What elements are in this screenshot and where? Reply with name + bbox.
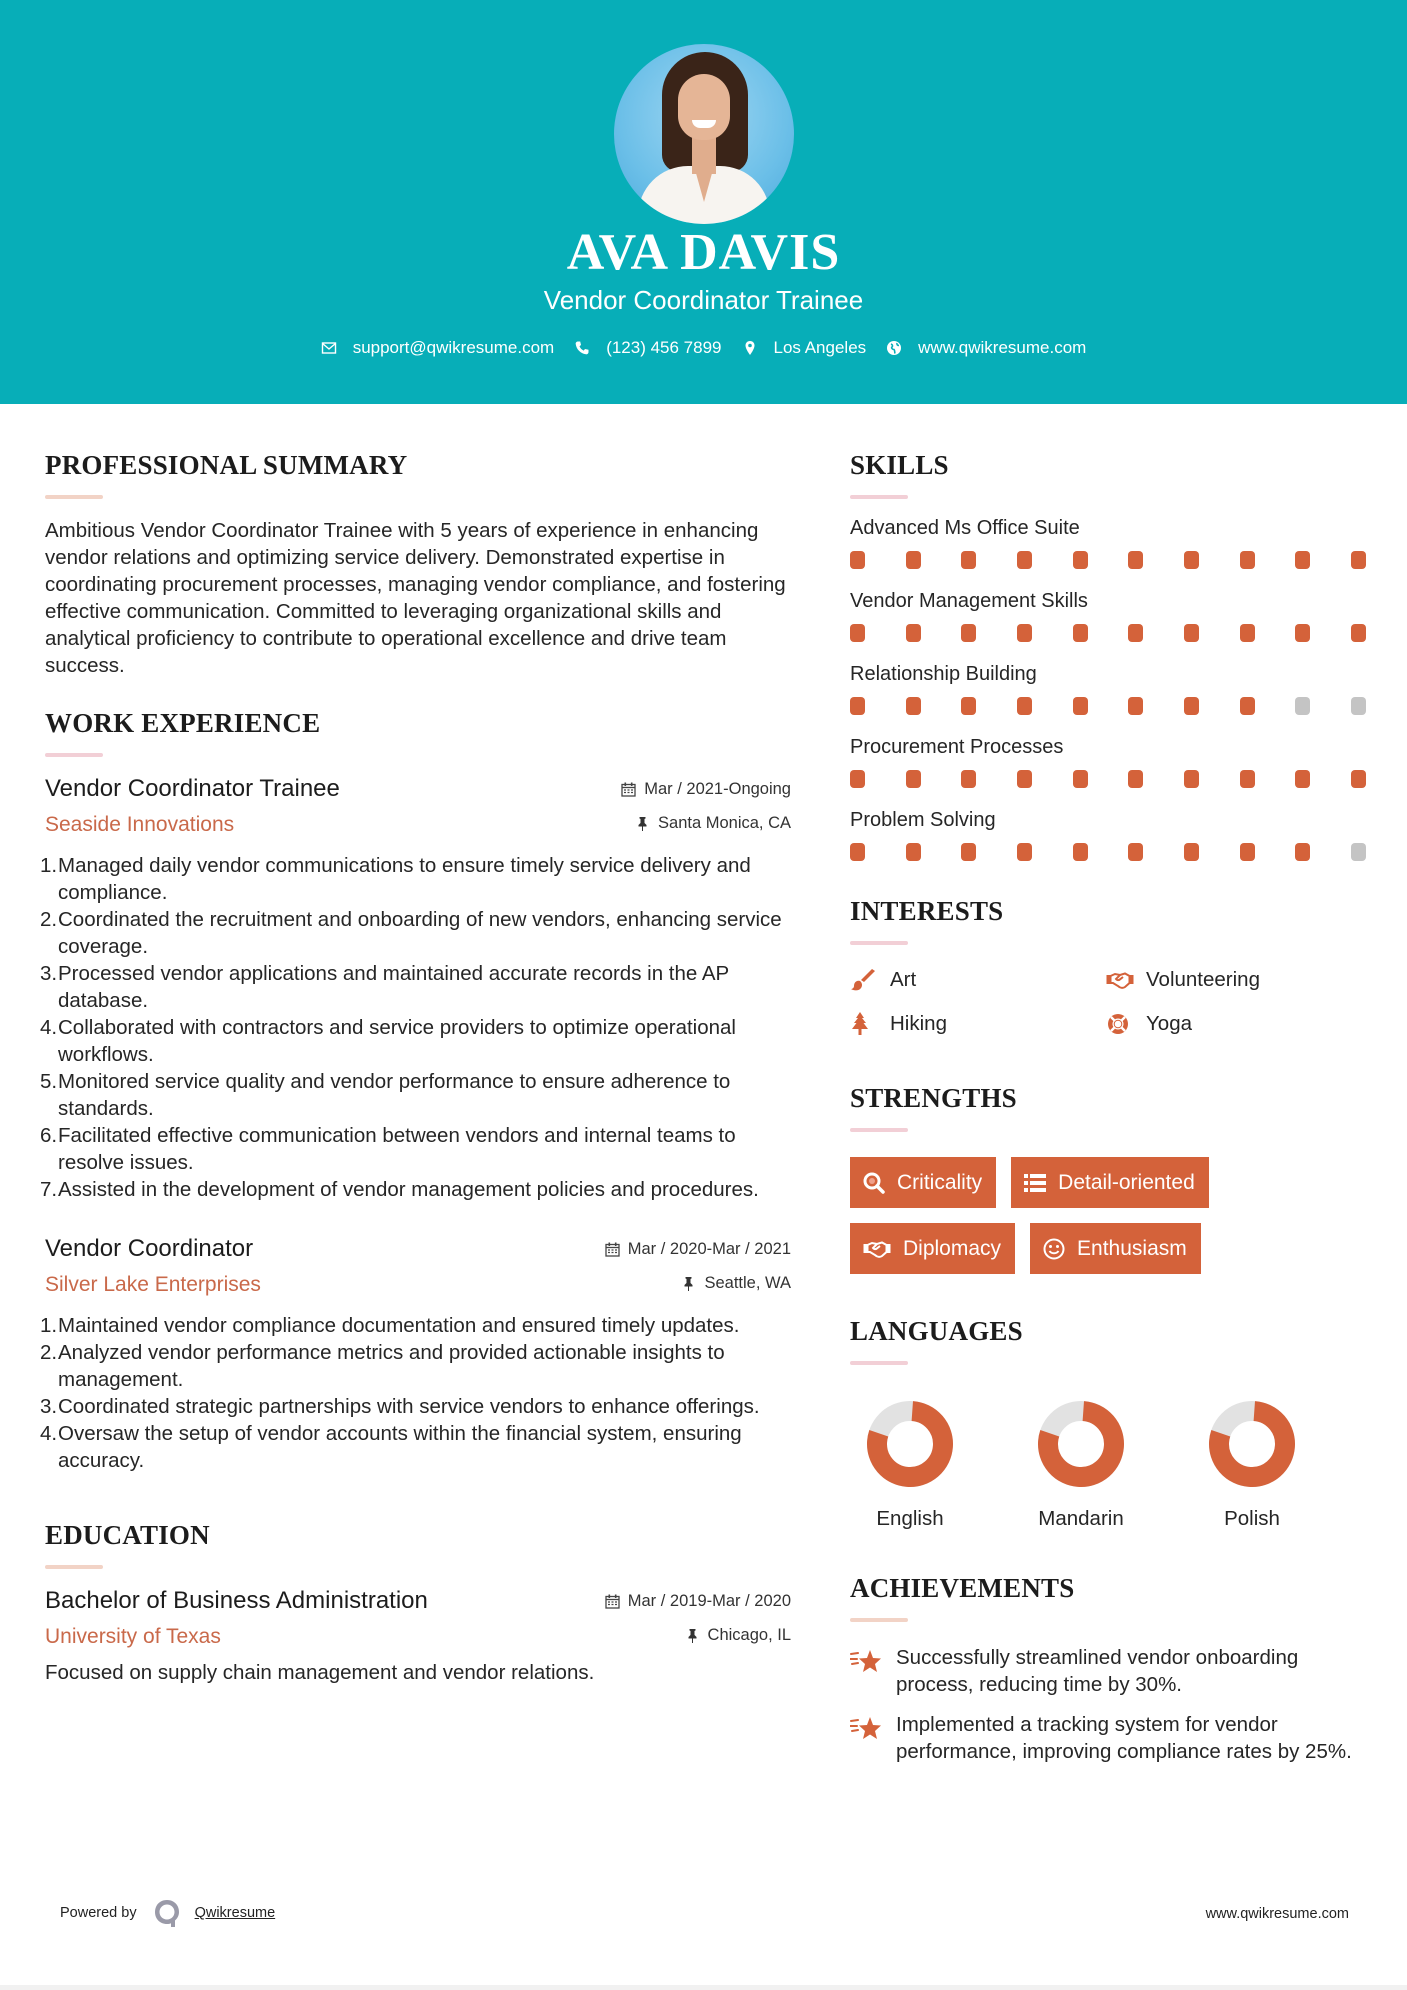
school-name: University of Texas — [45, 1625, 221, 1648]
skill-dot-empty — [1295, 697, 1310, 715]
summary-heading: PROFESSIONAL SUMMARY — [45, 450, 408, 480]
job-dates — [621, 780, 791, 799]
skill-dot-filled — [1295, 551, 1310, 569]
skill-dot-filled — [1073, 551, 1088, 569]
pushpin-icon — [685, 1628, 700, 1643]
skill-dot-filled — [1351, 551, 1366, 569]
skill-dot-filled — [1295, 624, 1310, 642]
skill-dot-filled — [1128, 551, 1143, 569]
envelope-icon — [321, 340, 337, 356]
skill-item — [850, 807, 1365, 861]
skill-dot-filled — [961, 551, 976, 569]
summary-underline — [45, 495, 103, 499]
globe-icon — [886, 340, 902, 356]
job-bullet: 5. Monitored service quality and vendor performance to ensure adherence to standards. — [40, 1070, 731, 1120]
skill-dot-filled — [961, 624, 976, 642]
language-name: Polish — [1224, 1507, 1280, 1530]
avatar-face — [678, 74, 730, 140]
achievement-item — [850, 1644, 1365, 1698]
job-bullet: 2. Analyzed vendor performance metrics and provided actionable insights to management. — [40, 1341, 725, 1391]
language-donut — [1038, 1401, 1124, 1487]
skill-dot-filled — [1240, 624, 1255, 642]
skill-dot-filled — [906, 843, 921, 861]
skill-dot-filled — [1184, 551, 1199, 569]
skill-dot-filled — [1128, 624, 1143, 642]
languages-list — [850, 1401, 1365, 1531]
languages-heading: LANGUAGES — [850, 1316, 1023, 1346]
language-name: Mandarin — [1038, 1507, 1124, 1530]
education-underline — [45, 1565, 103, 1569]
job-bullet: 1. Maintained vendor compliance documentation and ensured timely updates. — [40, 1314, 740, 1337]
strengths-section — [850, 1081, 1365, 1289]
skill-name: Relationship Building — [850, 663, 1037, 685]
job-bullet: 4. Collaborated with contractors and service providers to optimize operational workflows. — [40, 1016, 736, 1066]
paintbrush-icon — [850, 968, 878, 992]
qwikresume-link[interactable]: Qwikresume — [194, 1905, 276, 1921]
phone-icon — [574, 340, 590, 356]
achievements-section — [850, 1571, 1365, 1765]
skill-dot-filled — [1017, 697, 1032, 715]
education-location-text: Chicago, IL — [707, 1626, 791, 1644]
language-donut — [867, 1401, 953, 1487]
skill-dot-filled — [1240, 843, 1255, 861]
skill-dot-filled — [1295, 843, 1310, 861]
skill-dot-filled — [906, 770, 921, 788]
job-bullet: 3. Processed vendor applications and maintained accurate records in the AP database. — [40, 962, 729, 1012]
skill-dot-filled — [1073, 843, 1088, 861]
achievements-list — [850, 1644, 1365, 1765]
skill-dot-filled — [906, 697, 921, 715]
achievement-text: Implemented a tracking system for vendor performance, improving compliance rates by 25%. — [896, 1713, 1352, 1763]
job-company: Seaside Innovations — [45, 813, 235, 836]
strength-label: Enthusiasm — [1077, 1236, 1187, 1260]
pushpin-icon — [635, 816, 650, 831]
education-entry — [45, 1586, 791, 1686]
list-icon — [1023, 1171, 1047, 1195]
tree-icon — [850, 1012, 878, 1036]
skill-dot-empty — [1351, 697, 1366, 715]
skills-heading: SKILLS — [850, 450, 949, 480]
candidate-name: AVA DAVIS — [566, 224, 841, 281]
education-section — [45, 1518, 791, 1686]
interest-label: Hiking — [890, 1012, 947, 1035]
contact-email-text: support@qwikresume.com — [352, 338, 555, 357]
skill-rating — [850, 770, 1366, 788]
job-company: Silver Lake Enterprises — [45, 1273, 261, 1296]
interest-label: Yoga — [1146, 1012, 1192, 1035]
language-donut — [1209, 1401, 1295, 1487]
skill-dot-filled — [1184, 770, 1199, 788]
job-entry — [40, 1234, 791, 1474]
achievement-text: Successfully streamlined vendor onboarding process, reducing time by 30%. — [896, 1646, 1299, 1696]
skill-dot-filled — [850, 770, 865, 788]
skill-dot-filled — [850, 697, 865, 715]
education-dates — [605, 1592, 791, 1611]
left-column — [40, 404, 791, 1686]
skill-dot-filled — [1073, 697, 1088, 715]
skill-rating — [850, 843, 1366, 861]
skill-dot-filled — [1128, 770, 1143, 788]
interest-hiking — [850, 1011, 1106, 1037]
job-bullet: 7. Assisted in the development of vendor management policies and procedures. — [40, 1178, 759, 1201]
contact-location-text: Los Angeles — [773, 338, 867, 357]
interest-volunteering — [1106, 967, 1362, 993]
interest-label: Volunteering — [1146, 968, 1260, 991]
skill-dot-filled — [961, 770, 976, 788]
experience-underline — [45, 753, 103, 757]
map-marker-icon — [742, 340, 758, 356]
skill-dot-empty — [1351, 843, 1366, 861]
footer-powered-by — [60, 1898, 275, 1928]
summary-text: Ambitious Vendor Coordinator Trainee with 5 years of experience in enhancing vendor relations and optimizing service delivery. Demonstrated expertise in coordinating procurement processes, managing vendor compliance, and fostering effective communication. Committed to leveraging organizational skills and analytical proficiency to contribute to operational excellence and drive team success. — [45, 519, 786, 677]
job-entry — [40, 774, 791, 1203]
skill-dot-filled — [961, 843, 976, 861]
powered-by-text: Powered by — [60, 1905, 137, 1921]
language-item — [1192, 1401, 1363, 1531]
education-location — [685, 1626, 791, 1645]
job-location-text: Seattle, WA — [704, 1274, 791, 1292]
strengths-badges — [850, 1157, 1365, 1289]
calendar-icon — [605, 1594, 620, 1609]
skill-dot-filled — [1073, 770, 1088, 788]
pushpin-icon — [681, 1276, 696, 1291]
footer-url[interactable]: www.qwikresume.com — [1205, 1906, 1349, 1922]
job-bullet: 6. Facilitated effective communication between vendors and internal teams to resolve issues. — [40, 1124, 736, 1174]
job-bullets — [40, 1312, 791, 1474]
interest-art — [850, 967, 1106, 993]
page-bottom-edge — [0, 1985, 1407, 1990]
job-bullet: 1. Managed daily vendor communications to ensure timely service delivery and compliance. — [40, 854, 751, 904]
candidate-role: Vendor Coordinator Trainee — [543, 285, 864, 315]
skill-dot-filled — [1017, 843, 1032, 861]
right-column — [850, 404, 1365, 1778]
contact-website-text: www.qwikresume.com — [918, 338, 1087, 357]
education-description: Focused on supply chain management and vendor relations. — [45, 1661, 595, 1684]
degree-title: Bachelor of Business Administration — [45, 1587, 428, 1614]
skill-name: Procurement Processes — [850, 736, 1064, 758]
skills-section — [850, 448, 1365, 861]
achievements-underline — [850, 1618, 908, 1622]
skill-name: Vendor Management Skills — [850, 590, 1088, 612]
job-bullet: 4. Oversaw the setup of vendor accounts within the financial system, ensuring accuracy. — [40, 1422, 742, 1472]
handshake-icon — [1106, 968, 1134, 992]
skill-dot-filled — [1240, 551, 1255, 569]
contact-location — [742, 338, 867, 358]
skill-dot-filled — [1017, 551, 1032, 569]
job-location — [681, 1274, 791, 1293]
achievements-heading: ACHIEVEMENTS — [850, 1573, 1075, 1603]
job-bullet: 2. Coordinated the recruitment and onboarding of new vendors, enhancing service coverage. — [40, 908, 782, 958]
skill-item — [850, 588, 1365, 642]
achievement-item — [850, 1711, 1365, 1765]
interests-grid — [850, 967, 1365, 1037]
skill-dot-filled — [1351, 770, 1366, 788]
skill-rating — [850, 624, 1366, 642]
education-dates-text: Mar / 2019-Mar / 2020 — [627, 1592, 791, 1610]
handshake-icon — [862, 1237, 892, 1261]
job-title: Vendor Coordinator Trainee — [45, 775, 340, 802]
contact-email[interactable] — [321, 338, 555, 358]
interest-yoga — [1106, 1011, 1362, 1037]
skill-dot-filled — [1128, 697, 1143, 715]
experience-heading: WORK EXPERIENCE — [45, 708, 321, 738]
interests-heading: INTERESTS — [850, 896, 1004, 926]
smile-icon — [1042, 1237, 1066, 1261]
skill-dot-filled — [961, 697, 976, 715]
skill-dot-filled — [1295, 770, 1310, 788]
strength-label: Criticality — [897, 1170, 983, 1194]
strengths-heading: STRENGTHS — [850, 1083, 1017, 1113]
skill-dot-filled — [906, 624, 921, 642]
contact-bar — [0, 338, 1407, 358]
skill-dot-filled — [1351, 624, 1366, 642]
star-icon — [850, 1646, 884, 1676]
skill-dot-filled — [1184, 697, 1199, 715]
job-bullet: 3. Coordinated strategic partnerships with service vendors to enhance offerings. — [40, 1395, 760, 1418]
strength-badge-enthusiasm — [1030, 1223, 1201, 1274]
languages-underline — [850, 1361, 908, 1365]
skill-dot-filled — [1017, 624, 1032, 642]
contact-phone-text: (123) 456 7899 — [606, 338, 722, 357]
strengths-underline — [850, 1128, 908, 1132]
skill-dot-filled — [906, 551, 921, 569]
strength-label: Detail-oriented — [1058, 1170, 1195, 1194]
skill-dot-filled — [850, 843, 865, 861]
skill-dot-filled — [1240, 770, 1255, 788]
calendar-icon — [621, 782, 636, 797]
job-location-text: Santa Monica, CA — [658, 814, 791, 832]
avatar — [614, 44, 794, 224]
contact-phone[interactable] — [574, 338, 721, 358]
skill-dot-filled — [1240, 697, 1255, 715]
strength-badge-detail-oriented — [1011, 1157, 1209, 1208]
qwikresume-logo-icon — [153, 1898, 181, 1928]
avatar-vneck — [694, 166, 714, 202]
contact-website[interactable] — [886, 338, 1086, 358]
skill-rating — [850, 551, 1366, 569]
skill-dot-filled — [1073, 624, 1088, 642]
skills-list — [850, 515, 1365, 861]
job-bullets — [40, 852, 791, 1203]
interests-underline — [850, 941, 908, 945]
language-name: English — [876, 1507, 944, 1530]
resume-header — [0, 0, 1407, 404]
job-dates-text: Mar / 2020-Mar / 2021 — [627, 1240, 791, 1258]
strength-label: Diplomacy — [903, 1236, 1002, 1260]
interest-label: Art — [890, 968, 917, 991]
skill-item — [850, 515, 1365, 569]
skill-dot-filled — [1184, 624, 1199, 642]
strength-badge-diplomacy — [850, 1223, 1015, 1274]
job-title: Vendor Coordinator — [45, 1235, 254, 1262]
education-heading: EDUCATION — [45, 1520, 210, 1550]
skill-item — [850, 734, 1365, 788]
skill-rating — [850, 697, 1366, 715]
languages-section — [850, 1314, 1365, 1531]
job-dates — [605, 1240, 791, 1259]
skill-item — [850, 661, 1365, 715]
skills-underline — [850, 495, 908, 499]
language-item — [1021, 1401, 1192, 1531]
star-icon — [850, 1713, 884, 1743]
strength-badge-criticality — [850, 1157, 996, 1208]
calendar-icon — [605, 1242, 620, 1257]
skill-dot-filled — [1184, 843, 1199, 861]
job-location — [635, 814, 791, 833]
life-ring-icon — [1106, 1012, 1134, 1036]
skill-name: Advanced Ms Office Suite — [850, 517, 1080, 539]
skill-dot-filled — [1017, 770, 1032, 788]
job-dates-text: Mar / 2021-Ongoing — [644, 780, 791, 798]
interests-section — [850, 894, 1365, 1037]
skill-name: Problem Solving — [850, 809, 996, 831]
language-item — [850, 1401, 1021, 1531]
skill-dot-filled — [850, 624, 865, 642]
search-icon — [862, 1171, 886, 1195]
skill-dot-filled — [1128, 843, 1143, 861]
summary-section — [45, 448, 791, 679]
skill-dot-filled — [850, 551, 865, 569]
experience-section — [40, 706, 791, 1474]
